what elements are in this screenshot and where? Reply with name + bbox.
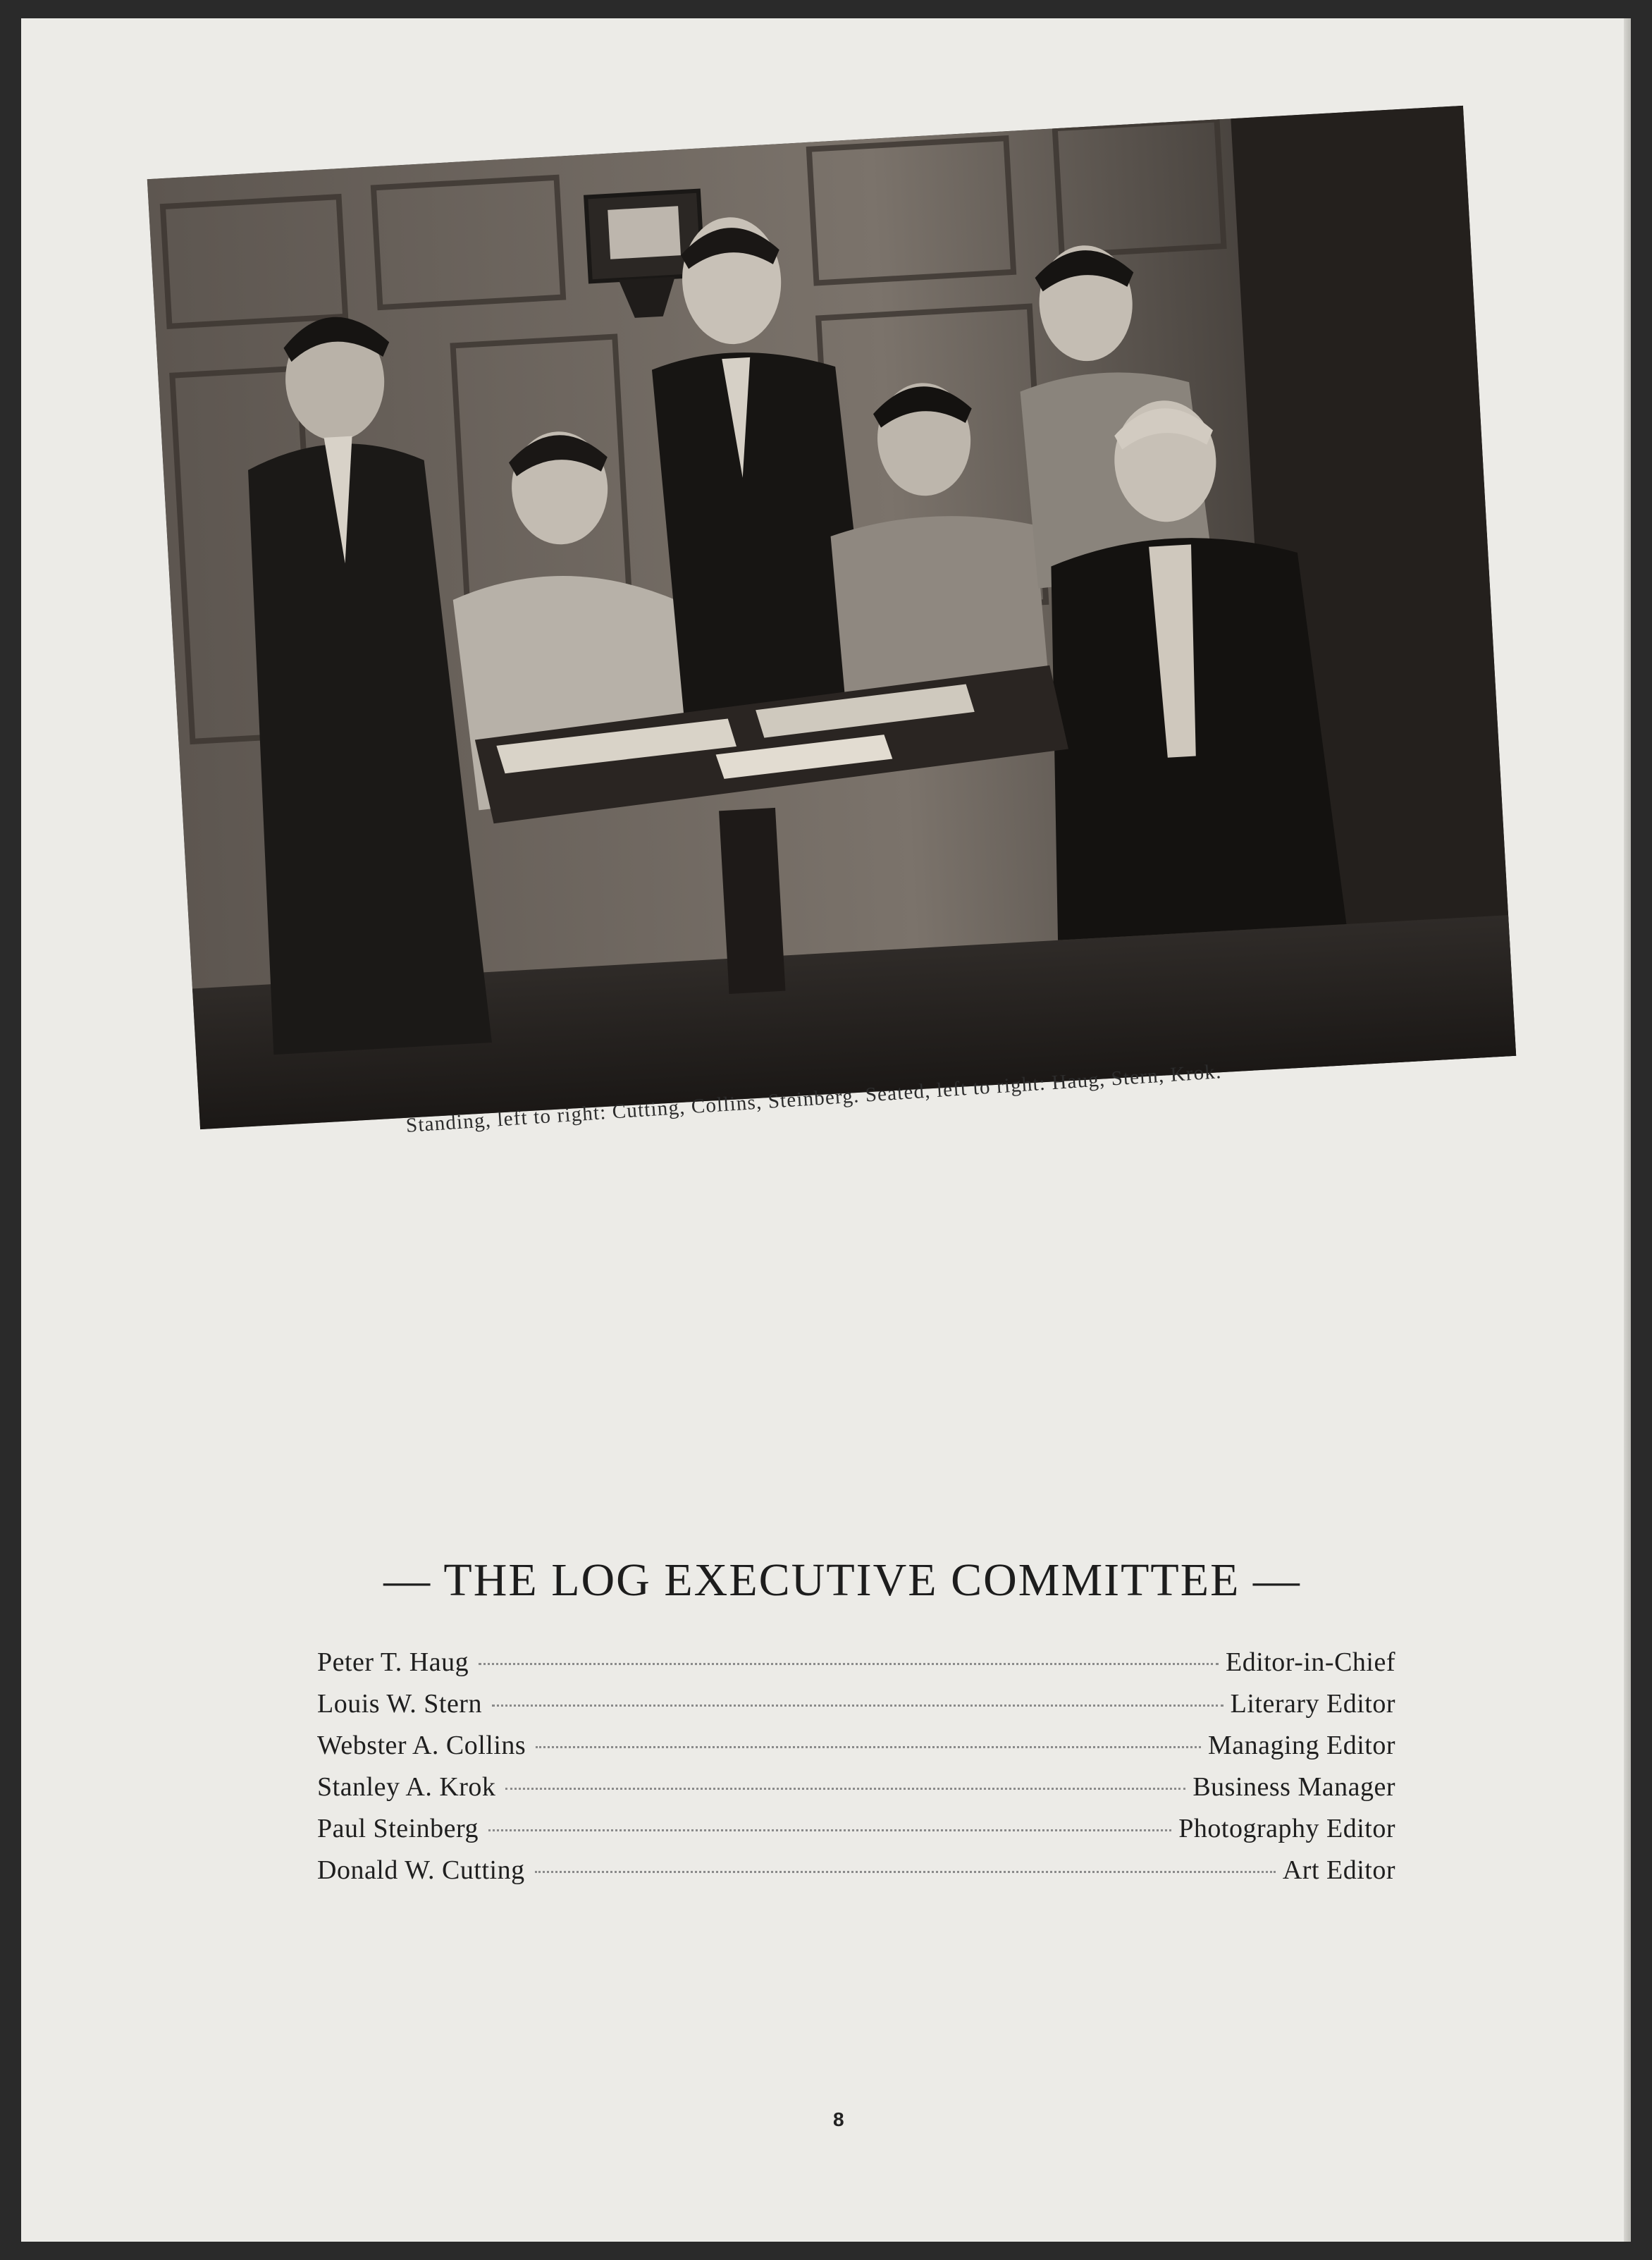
roster-row: [317, 1730, 1395, 1771]
member-role: Photography Editor: [1178, 1814, 1395, 1843]
roster-row: [317, 1688, 1395, 1730]
member-name: Donald W. Cutting: [317, 1855, 525, 1885]
member-name: Webster A. Collins: [317, 1731, 526, 1760]
dot-leader: [505, 1788, 1185, 1790]
member-name: Louis W. Stern: [317, 1689, 482, 1719]
photo-caption: Standing, left to right: Cutting, Collins, Steinberg. Seated, left to right: Haug, Stern, Krok.: [405, 1060, 1223, 1137]
page-edge: [1624, 18, 1631, 2242]
dot-leader: [536, 1746, 1201, 1748]
member-role: Business Manager: [1192, 1772, 1395, 1802]
dot-leader: [492, 1705, 1223, 1707]
roster-row: [317, 1813, 1395, 1855]
yearbook-page: [21, 18, 1631, 2242]
roster-row: [317, 1771, 1395, 1813]
member-name: Paul Steinberg: [317, 1814, 479, 1843]
roster-row: [317, 1647, 1395, 1688]
committee-photograph: [147, 106, 1516, 1129]
member-name: Stanley A. Krok: [317, 1772, 496, 1802]
roster-row: [317, 1855, 1395, 1896]
dot-leader: [488, 1829, 1171, 1831]
dot-leader: [479, 1663, 1219, 1665]
member-role: Literary Editor: [1230, 1689, 1395, 1719]
member-role: Editor-in-Chief: [1225, 1647, 1395, 1677]
member-role: Managing Editor: [1207, 1731, 1395, 1760]
committee-roster: [317, 1647, 1395, 1896]
member-name: Peter T. Haug: [317, 1647, 469, 1677]
member-role: Art Editor: [1282, 1855, 1395, 1885]
page-number: 8: [833, 2108, 844, 2130]
dot-leader: [535, 1871, 1276, 1873]
committee-title: — THE LOG EXECUTIVE COMMITTEE —: [383, 1554, 1301, 1606]
